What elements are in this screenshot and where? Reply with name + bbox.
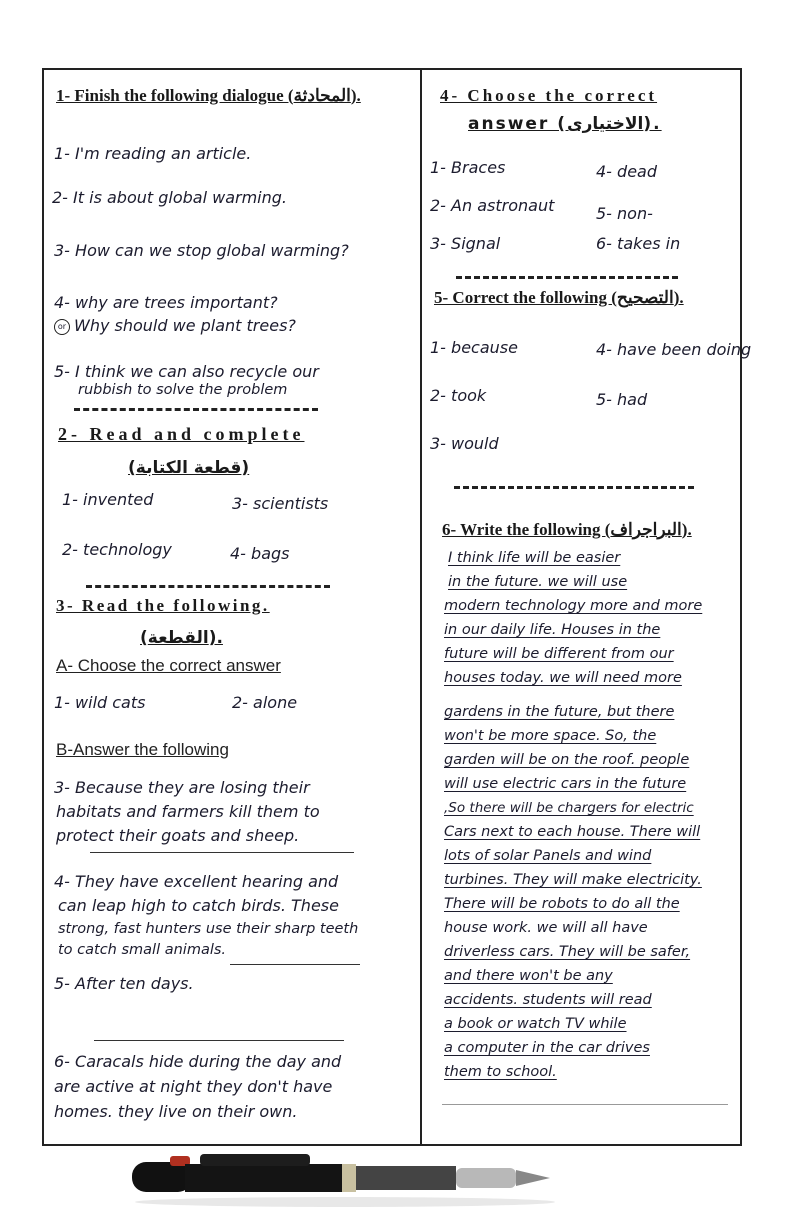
s1-answer-2: 2- It is about global warming. (52, 188, 287, 207)
paragraph-line: I think life will be easier (448, 550, 621, 566)
s3-q3-line3: protect their goats and sheep. (56, 826, 300, 845)
s3-q4-line4: to catch small animals. (58, 942, 227, 958)
paragraph-line: in our daily life. Houses in the (444, 622, 661, 638)
section-3-title: 3- Read the following. (56, 596, 270, 615)
paragraph-line: them to school. (444, 1064, 557, 1080)
s4-answer-5: 5- non- (596, 204, 653, 223)
paragraph-line: a book or watch TV while (444, 1016, 627, 1032)
part-a-heading: A- Choose the correct answer (56, 656, 281, 675)
paragraph-line: Cars next to each house. There will (444, 824, 701, 840)
s3-q3-line2: habitats and farmers kill them to (56, 802, 320, 821)
s4-answer-6: 6- takes in (596, 234, 681, 253)
s4-answer-2: 2- An astronaut (430, 196, 555, 215)
column-divider (420, 68, 422, 1146)
paragraph-line: garden will be on the roof. people (444, 752, 690, 768)
paragraph-line: accidents. students will read (444, 992, 652, 1008)
pen-cap-end (132, 1162, 192, 1192)
s3-q6-line2: are active at night they don't have (54, 1077, 333, 1096)
s5-answer-2: 2- took (430, 386, 487, 405)
s5-answer-1: 1- because (430, 338, 518, 357)
paragraph-line: and there won't be any (444, 968, 613, 984)
section-3-subtitle: (القطعة). (140, 628, 223, 648)
s3-answer-2: 2- alone (232, 693, 298, 712)
s1-answer-4-alt-text: Why should we plant trees? (74, 316, 296, 335)
section-4-title: 4- Choose the correct (440, 86, 658, 105)
paragraph-line: ,So there will be chargers for electric (444, 800, 694, 816)
paragraph-line: gardens in the future, but there (444, 704, 675, 720)
s3-answer-1: 1- wild cats (54, 693, 146, 712)
s1-answer-4-alt (54, 316, 296, 335)
s2-answer-1: 1- invented (62, 490, 154, 509)
paragraph-line: There will be robots to do all the (444, 896, 680, 912)
pen-shadow (135, 1197, 555, 1207)
paragraph-line: turbines. They will make electricity. (444, 872, 702, 888)
pen-image (130, 1148, 560, 1208)
s5-answer-5: 5- had (596, 390, 648, 409)
s3-q4-line2: can leap high to catch birds. These (58, 896, 339, 915)
section-separator (456, 276, 678, 279)
answer-line (94, 1040, 344, 1041)
s2-answer-4: 4- bags (230, 544, 290, 563)
s1-answer-4: 4- why are trees important? (54, 293, 278, 312)
s4-answer-3: 3- Signal (430, 234, 501, 253)
paragraph-line: modern technology more and more (444, 598, 703, 614)
paragraph-line: will use electric cars in the future (444, 776, 687, 792)
or-circle-icon: or (54, 319, 70, 335)
pen-tip-section (456, 1168, 516, 1188)
s1-answer-3: 3- How can we stop global warming? (54, 241, 349, 260)
pen-clip (200, 1154, 310, 1166)
section-4-title-line2: answer (الاختيارى). (468, 114, 662, 134)
pen-grip (356, 1166, 456, 1190)
paragraph-line: future will be different from our (444, 646, 674, 662)
part-b-heading: B-Answer the following (56, 740, 229, 759)
s5-answer-3: 3- would (430, 434, 499, 453)
answer-line (90, 852, 354, 853)
pen-nib (516, 1170, 550, 1186)
s3-q6-line1: 6- Caracals hide during the day and (54, 1052, 342, 1071)
s5-answer-4: 4- have been doing (596, 340, 752, 359)
paragraph-line: house work. we will all have (444, 920, 648, 936)
section-6-title: 6- Write the following (البراجراف). (442, 520, 692, 539)
s3-q5: 5- After ten days. (54, 974, 194, 993)
s1-answer-1: 1- I'm reading an article. (54, 144, 252, 163)
paragraph-line: a computer in the car drives (444, 1040, 650, 1056)
s2-answer-2: 2- technology (62, 540, 172, 559)
s1-answer-5-line1: 5- I think we can also recycle our (54, 362, 319, 381)
section-2-subtitle: (قطعة الكتابة) (128, 458, 250, 478)
s1-answer-5-line2: rubbish to solve the problem (78, 382, 288, 398)
s3-q4-line1: 4- They have excellent hearing and (54, 872, 339, 891)
section-separator (86, 585, 330, 588)
paragraph-line: won't be more space. So, the (444, 728, 657, 744)
section-1-title: 1- Finish the following dialogue (المحادثة). (56, 86, 361, 105)
s3-q4-line3: strong, fast hunters use their sharp teeth (58, 921, 359, 937)
s4-answer-4: 4- dead (596, 162, 657, 181)
paragraph-line: driverless cars. They will be safer, (444, 944, 691, 960)
pen-band (342, 1164, 356, 1192)
section-separator (454, 486, 694, 489)
section-5-title: 5- Correct the following (التصحيح). (434, 288, 684, 307)
answer-line (230, 964, 360, 965)
answer-line (442, 1104, 728, 1105)
s3-q3-line1: 3- Because they are losing their (54, 778, 310, 797)
paragraph-line: in the future. we will use (448, 574, 628, 590)
paragraph-line: houses today. we will need more (444, 670, 682, 686)
section-separator (74, 408, 318, 411)
s4-answer-1: 1- Braces (430, 158, 506, 177)
section-2-title: 2- Read and complete (58, 424, 305, 444)
s2-answer-3: 3- scientists (232, 494, 329, 513)
s3-q6-line3: homes. they live on their own. (54, 1102, 298, 1121)
pen-barrel (185, 1164, 345, 1192)
paragraph-line: lots of solar Panels and wind (444, 848, 652, 864)
